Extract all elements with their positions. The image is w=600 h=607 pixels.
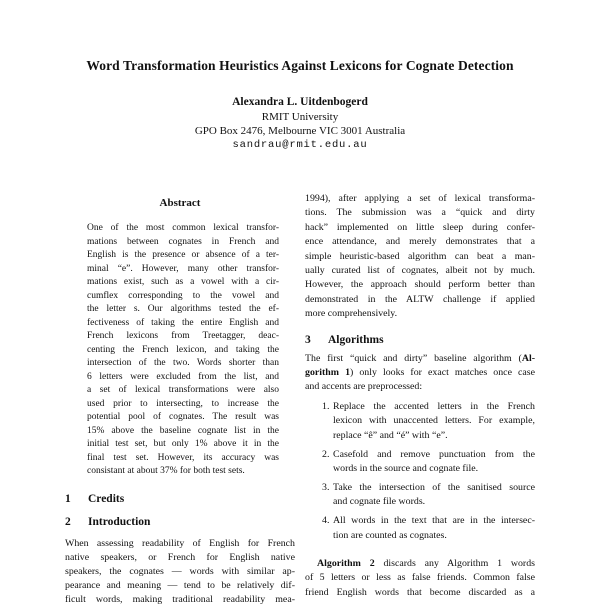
list-item-number: 1. [322,400,330,412]
list-item-text [333,448,535,477]
list-item [305,448,535,477]
section-heading-algorithms [305,333,535,348]
text-line: replace “ê” and “é” with “e”. [333,429,448,441]
text-line: ence attendance, and merely demonstrates that a [305,236,535,248]
algorithms-intro-paragraph [305,352,535,395]
text-line: used prior to intersecting, to increase the [87,398,279,409]
text-line: tion are counted as cognates. [333,529,447,541]
text-line: mations exist, such as a vowel with a cir- [87,277,279,288]
text-line: 15% above the baseline cognate list in the [87,425,279,436]
text-line: centing the French lexicon, and taking the [87,344,279,355]
algorithm-steps-list [305,400,535,543]
text-line: English is the presence or absence of a ter- [87,250,279,261]
text-line: initial test set, but only 1% above it in the [87,439,279,450]
section-number: 2 [65,515,71,528]
text-line: One of the most common lexical transfor- [87,223,279,234]
section-heading-credits [65,492,295,507]
section-label: Introduction [88,515,151,528]
list-item [305,400,535,443]
text-line: mations between cognates in French and [87,236,279,247]
section-label: Credits [88,492,125,505]
text-line: fectiveness of taking the entire English and [87,317,279,328]
text-line: 1994), after applying a set of lexical transforma- [305,193,535,204]
abstract-heading: Abstract [159,197,201,209]
text-line: native speakers, or French for English native [65,552,295,563]
author-affiliation: RMIT University [261,111,339,123]
list-item-text [333,514,535,543]
section-label: Algorithms [328,333,384,346]
section-heading-introduction [65,515,295,530]
left-column [65,192,295,607]
right-column [305,192,535,600]
list-item-number: 3. [322,481,330,493]
algorithm2-paragraph [305,557,535,600]
text-line: speakers, the cognates — words with similar ap- [65,566,295,578]
text-line: words in the source and cognate file. [333,463,479,474]
text-line: Take the intersection of the sanitised source [333,481,535,493]
text-line: a set of lexical transformations were also [87,385,279,396]
list-item-number: 4. [322,515,330,527]
list-item-text [333,481,535,510]
text-line: lexicon with unaccented letters. For example, [333,415,535,427]
introduction-text [65,537,295,607]
text-line: 6 letters were excluded from the list, and [87,371,279,382]
text-line: French lexicons from Treetagger, deac- [87,331,279,342]
text-line: more comprehensively. [305,308,398,320]
text-line: Replace the accented letters in the French [333,400,535,412]
text-line: The first “quick and dirty” baseline algorithm (Al- [305,352,535,364]
text-line: simple heuristic-based algorithm can beat a man- [305,250,535,262]
text-line: and accents are preprocessed: [305,381,423,393]
text-line: ually curated list of cognates, albeit not by much. [305,265,535,277]
continued-paragraph [305,192,535,322]
text-line: and cognate file words. [333,496,426,508]
text-line: demonstrated in the ALTW challenge if applied [305,293,535,305]
text-line: tions. The submission was a “quick and dirty [305,207,535,219]
text-line: ficult words, making traditional readability mea- [65,594,295,606]
text-line: All words in the text that are in the intersec- [333,515,535,527]
abstract-text [65,222,295,479]
section-number: 1 [65,492,71,505]
author-address: GPO Box 2476, Melbourne VIC 3001 Australia [194,125,406,137]
author-email: sandrau@rmit.edu.au [232,139,368,151]
text-line: of 5 letters or less as false friends. Common false [305,572,535,584]
text-line: When assessing readability of English for French [65,537,295,549]
section-number: 3 [305,333,311,346]
text-line: Algorithm 2 discards any Algorithm 1 words [317,558,535,570]
text-line: potential pool of cognates. The result was [87,412,279,423]
text-line: consistant at about 37% for both test sets. [87,466,245,477]
list-item-number: 2. [322,448,330,460]
text-line: Casefold and remove punctuation from the [333,448,535,460]
author-name: Alexandra L. Uitdenbogerd [232,96,368,108]
text-line: final test set. However, its accuracy was [87,452,279,463]
list-item-text [333,400,535,443]
text-line: friend English words that become discarded as a [305,586,535,598]
text-line: the letter s. Our algorithms tested the ef- [87,304,279,315]
text-line: pearance and meaning — tend to be relatively dif- [65,580,295,592]
text-line: gorithm 1) only looks for exact matches once case [305,367,536,379]
paper-title: Word Transformation Heuristics Against Lexicons for Cognate Detection [86,58,514,73]
text-line: intersection of the two. Words shorter than [87,358,279,369]
list-item [305,481,535,510]
text-line: minal “e”. However, many other transfor- [87,263,279,274]
text-line: hack” implemented on little sleep during confer- [305,221,535,233]
text-line: However, the approach should perform better than [305,279,535,291]
text-line: cumflex corresponding to the vowel and [87,290,279,301]
list-item [305,514,535,543]
